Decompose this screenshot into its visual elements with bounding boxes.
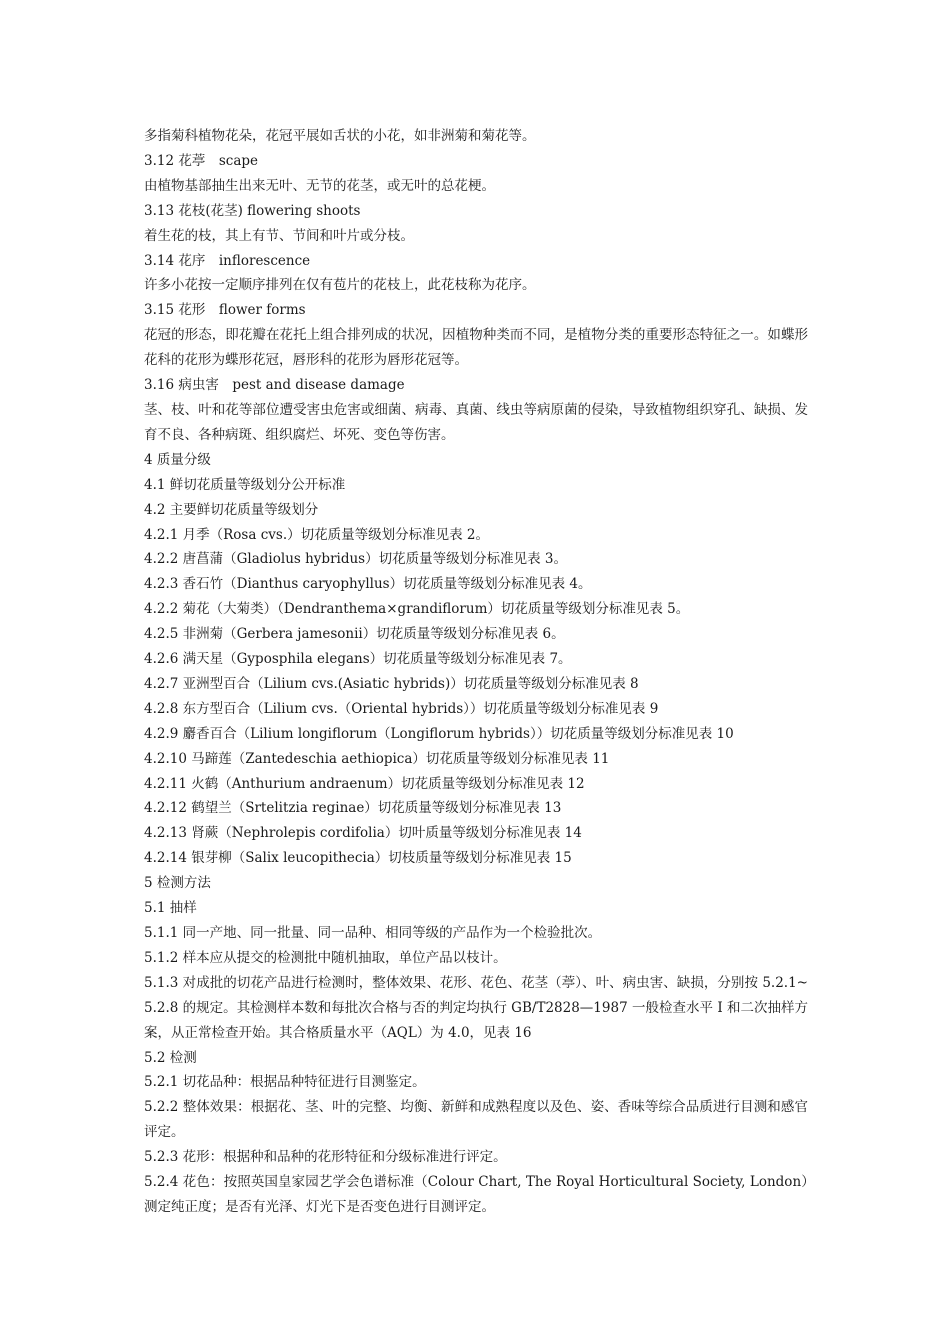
list-item: 4.2.14 银芽柳（Salix leucopithecia）切枝质量等级划分标准见表 15 [144, 850, 572, 867]
list-item: 4.2.8 东方型百合（Lilium cvs.（Oriental hybrids））切花质量等级划分标准见表 9 [144, 700, 659, 717]
section-heading-4-2: 4.2 主要鲜切花质量等级划分 [144, 501, 319, 518]
list-item: 4.2.1 月季（Rosa cvs.）切花质量等级划分标准见表 2。 [144, 526, 489, 543]
section-heading-3-13: 3.13 花枝(花茎) flowering shoots [144, 202, 361, 219]
paragraph: 花冠的形态，即花瓣在花托上组合排列成的状况，因植物种类而不同，是植物分类的重要形态特征之一。如蝶形花科的花形为蝶形花冠，唇形科的花形为唇形花冠等。 [144, 327, 808, 369]
section-heading-4: 4 质量分级 [144, 451, 211, 468]
section-heading-3-12: 3.12 花葶 scape [144, 152, 259, 169]
list-item: 4.2.2 唐菖蒲（Gladiolus hybridus）切花质量等级划分标准见表 3。 [144, 551, 567, 568]
paragraph: 多指菊科植物花朵，花冠平展如舌状的小花，如非洲菊和菊花等。 [144, 128, 536, 144]
list-item: 4.2.10 马蹄莲（Zantedeschia aethiopica）切花质量等级划分标准见表 11 [144, 750, 610, 767]
paragraph: 茎、枝、叶和花等部位遭受害虫危害或细菌、病毒、真菌、线虫等病原菌的侵染，导致植物组织穿孔、缺损、发育不良、各种病斑、组织腐烂、坏死、变色等伤害。 [144, 401, 808, 443]
section-heading-3-15: 3.15 花形 flower forms [144, 302, 306, 319]
list-item: 4.2.11 火鹤（Anthurium andraenum）切花质量等级划分标准见表 12 [144, 775, 585, 792]
list-item: 4.2.2 菊花（大菊类）（Dendranthema×grandiflorum）切花质量等级划分标准见表 5。 [144, 601, 690, 618]
paragraph: 5.2.1 切花品种：根据品种特征进行目测鉴定。 [144, 1074, 426, 1091]
paragraph: 5.1.1 同一产地、同一批量、同一品种、相同等级的产品作为一个检验批次。 [144, 925, 602, 941]
paragraph: 5.2.4 花色：按照英国皇家园艺学会色谱标准（Colour Chart, The Royal Horticultural Society, London）测定纯正度；是否有光泽、灯光下是否变色进行目测评定。 [144, 1174, 808, 1215]
paragraph: 着生花的枝，其上有节、节间和叶片或分枝。 [144, 227, 414, 244]
list-item: 4.2.3 香石竹（Dianthus caryophyllus）切花质量等级划分标准见表 4。 [144, 576, 592, 593]
paragraph: 许多小花按一定顺序排列在仅有苞片的花枝上，此花枝称为花序。 [144, 277, 536, 294]
paragraph: 由植物基部抽生出来无叶、无节的花茎，或无叶的总花梗。 [144, 177, 495, 194]
list-item: 4.2.7 亚洲型百合（Lilium cvs.(Asiatic hybrids)）切花质量等级划分标准见表 8 [144, 675, 639, 692]
document-body [144, 124, 808, 1220]
paragraph: 5.2.3 花形：根据种和品种的花形特征和分级标准进行评定。 [144, 1149, 507, 1166]
list-item: 4.2.12 鹤望兰（Srtelitzia reginae）切花质量等级划分标准见表 13 [144, 800, 562, 817]
section-heading-3-16: 3.16 病虫害 pest and disease damage [144, 377, 405, 394]
section-heading-5-1: 5.1 抽样 [144, 900, 197, 917]
section-heading-4-1: 4.1 鲜切花质量等级划分公开标准 [144, 476, 346, 493]
section-heading-3-14: 3.14 花序 inflorescence [144, 252, 311, 269]
list-item: 4.2.5 非洲菊（Gerbera jamesonii）切花质量等级划分标准见表 6。 [144, 626, 565, 643]
list-item: 4.2.13 肾蕨（Nephrolepis cordifolia）切叶质量等级划分标准见表 14 [144, 825, 582, 842]
paragraph: 5.1.2 样本应从提交的检测批中随机抽取，单位产品以枝计。 [144, 949, 507, 966]
paragraph: 5.2.2 整体效果：根据花、茎、叶的完整、均衡、新鲜和成熟程度以及色、姿、香味等综合品质进行目测和感官评定。 [144, 1099, 808, 1141]
list-item: 4.2.6 满天星（Gyposphila elegans）切花质量等级划分标准见表 7。 [144, 651, 572, 668]
paragraph: 5.1.3 对成批的切花产品进行检测时，整体效果、花形、花色、花茎（葶）、叶、病虫害、缺损，分别按 5.2.1~5.2.8 的规定。其检测样本数和每批次合格与否的判定均执行 GB/T2828—1987 一般检查水平 I 和二次抽样方案，从正常检查开始。其合格质量水平（AQL）为 4.0，见表 16 [144, 974, 808, 1041]
list-item: 4.2.9 麝香百合（Lilium longiflorum（Longiflorum hybrids））切花质量等级划分标准见表 10 [144, 725, 734, 742]
section-heading-5: 5 检测方法 [144, 875, 211, 892]
section-heading-5-2: 5.2 检测 [144, 1049, 197, 1066]
